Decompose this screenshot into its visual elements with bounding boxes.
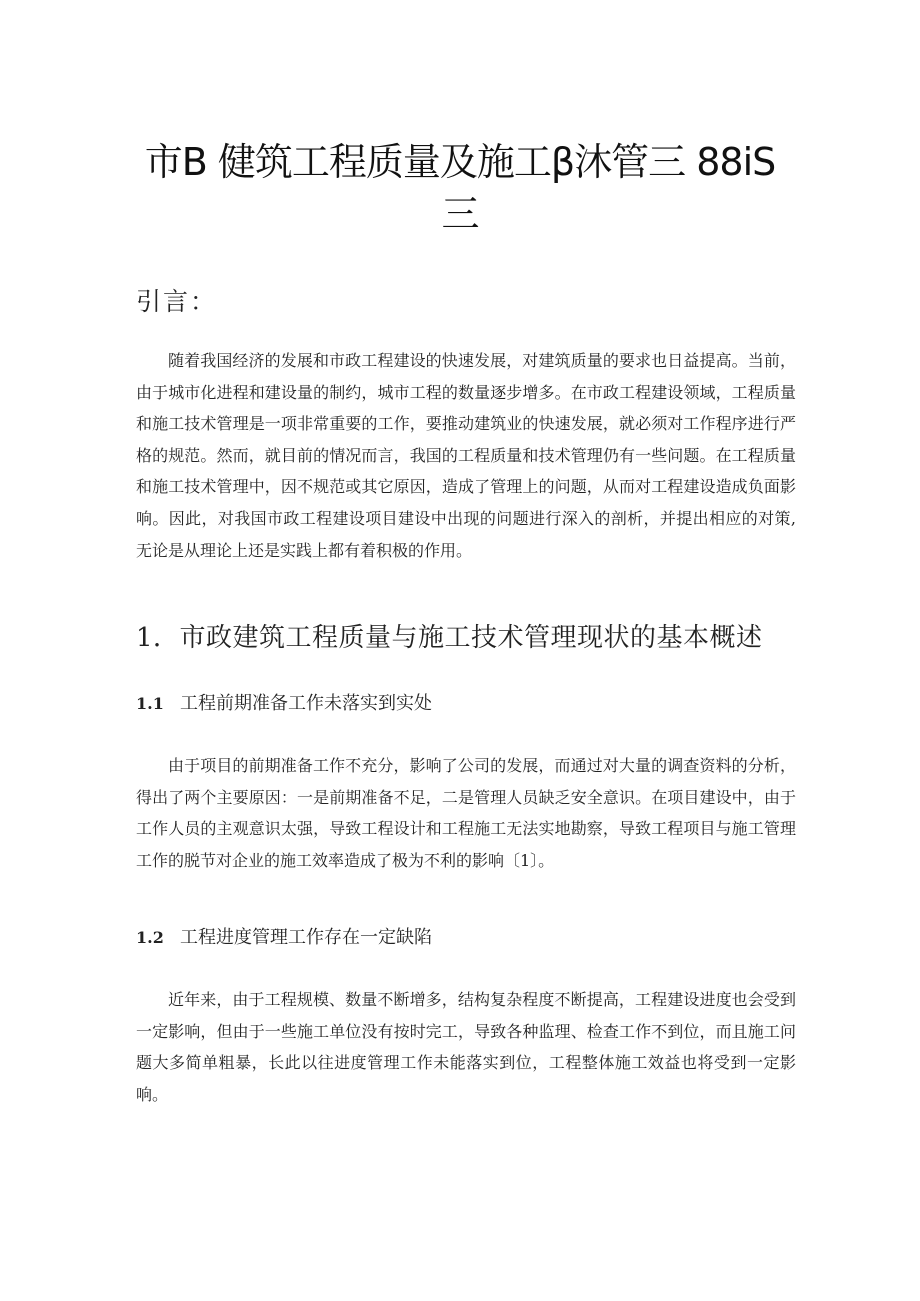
subsection-1-1-heading bbox=[136, 690, 432, 718]
subsection-1-2-number: 1.2 bbox=[136, 928, 164, 947]
intro-paragraph: 随着我国经济的发展和市政工程建设的快速发展，对建筑质量的要求也日益提高。当前，由于城市化进程和建设量的制约，城市工程的数量逐步增多。在市政工程建设领域，工程质量和施工技术管理是一项非常重要的工作，要推动建筑业的快速发展，就必须对工作程序进行严格的规范。然而，就目前的情况而言，我国的工程质量和技术管理仍有一些问题。在工程质量和施工技术管理中，因不规范或其它原因，造成了管理上的问题，从而对工程建设造成负面影响。因此，对我国市政工程建设项目建设中出现的问题进行深入的剖析，并提出相应的对策,无论是从理论上还是实践上都有着积极的作用。 bbox=[136, 351, 796, 560]
subsection-1-2-title: 工程进度管理工作存在一定缺陷 bbox=[180, 927, 432, 948]
section-1-heading: 1．市政建筑工程质量与施工技术管理现状的基本概述 bbox=[136, 623, 763, 653]
intro-heading: 引言： bbox=[136, 287, 218, 316]
subsection-1-1-number: 1.1 bbox=[136, 694, 164, 713]
subsection-1-1-title: 工程前期准备工作未落实到实处 bbox=[180, 693, 432, 714]
document-title: 市B 健筑工程质量及施工β沐管三 88iS 三 bbox=[144, 140, 776, 236]
subsection-1-2-paragraph: 近年来，由于工程规模、数量不断增多，结构复杂程度不断提高，工程建设进度也会受到一定影响，但由于一些施工单位没有按时完工，导致各种监理、检查工作不到位，而且施工问题大多简单粗暴，长此以往进度管理工作未能落实到位，工程整体施工效益也将受到一定影响。 bbox=[136, 990, 796, 1104]
subsection-1-1-paragraph: 由于项目的前期准备工作不充分，影响了公司的发展，而通过对大量的调查资料的分析，得出了两个主要原因：一是前期准备不足，二是管理人员缺乏安全意识。在项目建设中，由于工作人员的主观意识太强，导致工程设计和工程施工无法实地勘察，导致工程项目与施工管理工作的脱节对企业的施工效率造成了极为不利的影响〔1〕。 bbox=[136, 756, 796, 870]
subsection-1-2-heading bbox=[136, 924, 432, 952]
